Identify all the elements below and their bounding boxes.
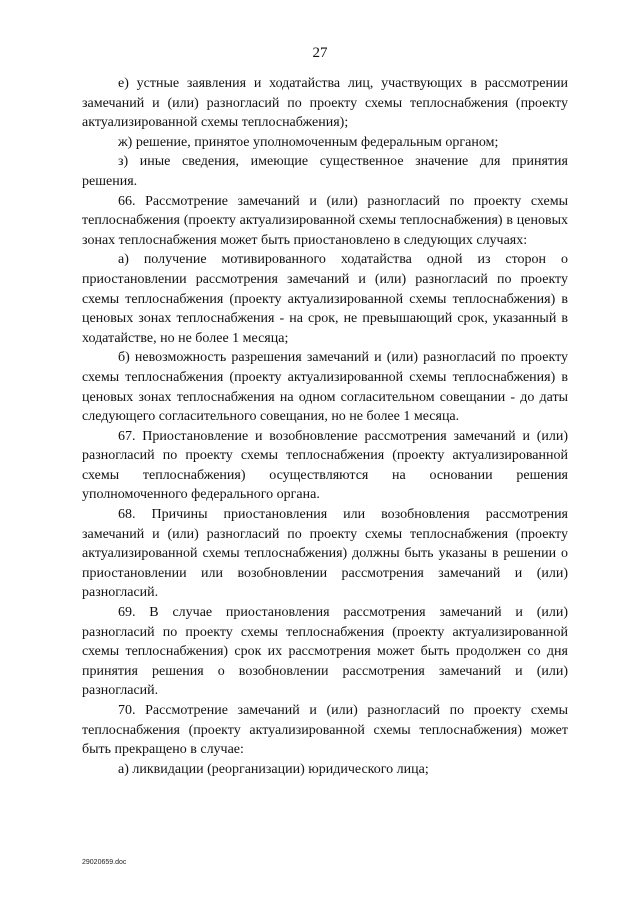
- paragraph-69: 69. В случае приостановления рассмотрения замечаний и (или) разногласий по проекту схемы теплоснабжения (проекту актуализированной схемы теплоснабжения) срок их рассмотрения может быть продолжен со дня принятия решения о возобновлении рассмотрения замечаний и (или) разногласий.: [82, 605, 568, 699]
- paragraph-70-item-a: а) ликвидации (реорганизации) юридического лица;: [118, 761, 429, 777]
- paragraph-item-z: з) иные сведения, имеющие существенное значение для принятия решения.: [82, 154, 568, 189]
- paragraph-70: 70. Рассмотрение замечаний и (или) разногласий по проекту схемы теплоснабжения (проекту актуализированной схемы теплоснабжения) может быть прекращено в случае:: [82, 703, 568, 758]
- document-body: [82, 74, 568, 779]
- paragraph-66: 66. Рассмотрение замечаний и (или) разногласий по проекту схемы теплоснабжения (проекту актуализированной схемы теплоснабжения) в ценовых зонах теплоснабжения может быть приостановлено в следующих случаях:: [82, 193, 568, 248]
- paragraph-66-item-b: б) невозможность разрешения замечаний и (или) разногласий по проекту схемы теплоснабжения (проекту актуализированной схемы теплоснабжения) в ценовых зонах теплоснабжения на одном согласительном совещании - до даты следующего согласительного совещания, но не более 1 месяца.: [82, 350, 568, 425]
- paragraph-67: 67. Приостановление и возобновление рассмотрения замечаний и (или) разногласий по проекту схемы теплоснабжения (проекту актуализированной схемы теплоснабжения) осуществляются на основании решения уполномоченного федерального органа.: [82, 428, 568, 503]
- page-number: 27: [312, 45, 328, 61]
- footer-filename: 29020659.doc: [82, 859, 127, 866]
- paragraph-66-item-a: а) получение мотивированного ходатайства одной из сторон о приостановлении рассмотрения замечаний и (или) разногласий по проекту схемы теплоснабжения (проекту актуализированной схемы теплоснабжения) в ценовых зонах теплоснабжения - на срок, не превышающий срок, указанный в ходатайстве, но не более 1 месяца;: [82, 252, 568, 346]
- paragraph-68: 68. Причины приостановления или возобновления рассмотрения замечаний и (или) разногласий по проекту схемы теплоснабжения (проекту актуализированной схемы теплоснабжения) должны быть указаны в решении о приостановлении или возобновлении рассмотрения замечаний и (или) разногласий.: [82, 507, 568, 601]
- paragraph-item-e: е) устные заявления и ходатайства лиц, участвующих в рассмотрении замечаний и (или) разногласий по проекту схемы теплоснабжения (проекту актуализированной схемы теплоснабжения);: [82, 76, 568, 131]
- paragraph-item-zh: ж) решение, принятое уполномоченным федеральным органом;: [118, 134, 499, 150]
